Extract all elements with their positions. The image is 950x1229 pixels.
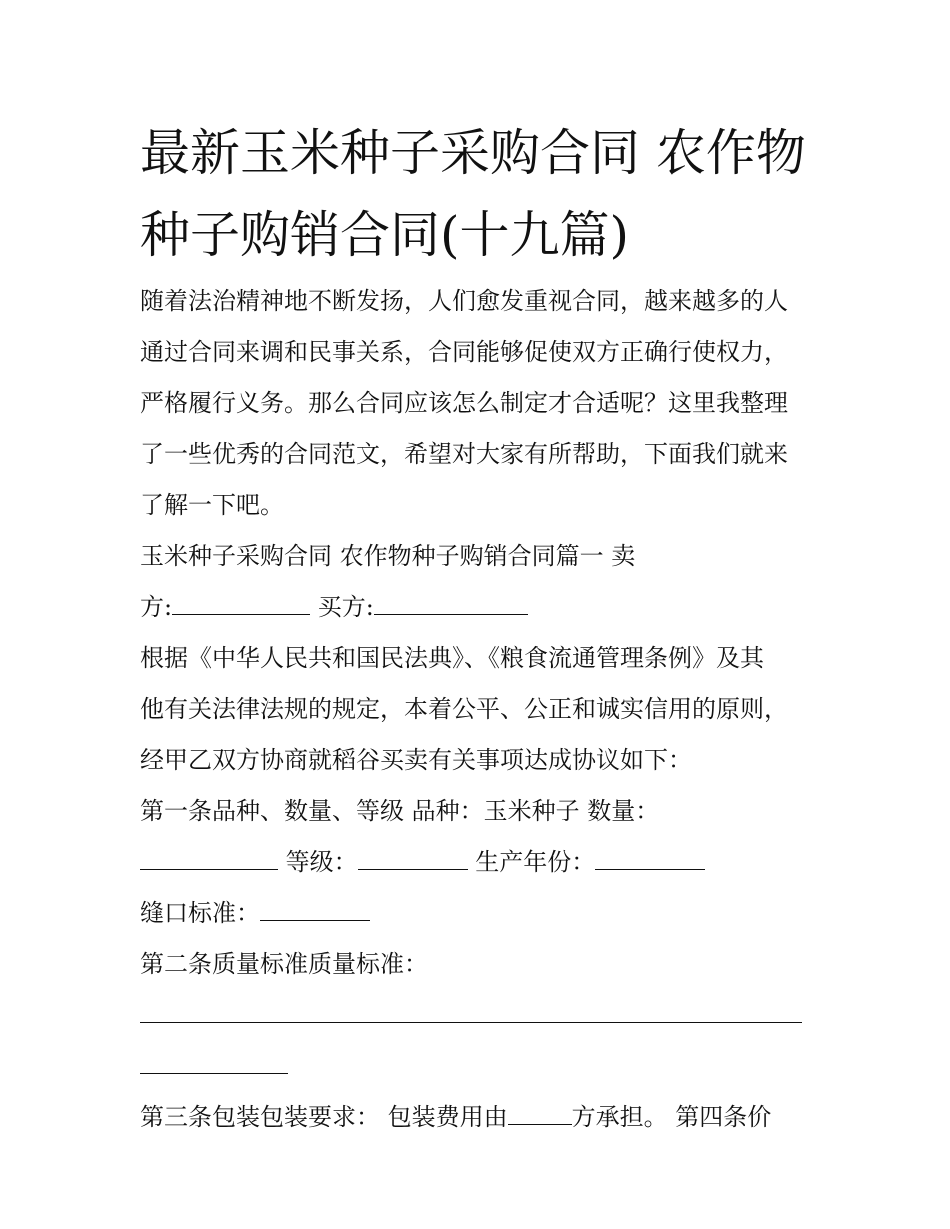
body-line: 随着法治精神地不断发扬，人们愈发重视合同，越来越多的人	[140, 287, 788, 315]
bag-line	[140, 888, 820, 939]
packaging-label-2: 方承担。 第四条价	[571, 1103, 772, 1131]
title-line-1: 最新玉米种子采购合同 农作物	[140, 124, 806, 182]
grade-blank	[358, 839, 468, 870]
quality-blank-2	[140, 1043, 288, 1074]
body-line: 他有关法律法规的规定，本着公平、公正和诚实信用的原则，	[140, 695, 788, 723]
year-blank	[595, 839, 705, 870]
body-line: 通过合同来调和民事关系，合同能够促使双方正确行使权力，	[140, 338, 788, 366]
parties-line	[140, 582, 820, 633]
body-line: 了一些优秀的合同范文，希望对大家有所帮助，下面我们就来	[140, 440, 788, 468]
quality-line: 第二条质量标准质量标准：	[140, 950, 428, 978]
packaging-line	[140, 1092, 820, 1143]
title-line-2: 种子购销合同(十九篇)	[140, 206, 630, 264]
quality-blank-1	[140, 992, 802, 1023]
buyer-label: 买方:	[310, 593, 374, 621]
body-line: 了解一下吧。	[140, 491, 284, 519]
quality-blank-line-1	[140, 990, 820, 1041]
grade-label: 等级：	[278, 848, 358, 876]
seller-label: 方:	[140, 593, 173, 621]
body-line: 经甲乙双方协商就稻谷买卖有关事项达成协议如下：	[140, 746, 692, 774]
spec-line	[140, 837, 820, 888]
section-heading-1: 玉米种子采购合同 农作物种子购销合同篇一 卖	[140, 542, 636, 570]
body-line: 严格履行义务。那么合同应该怎么制定才合适呢？这里我整理	[140, 389, 788, 417]
document-title	[140, 112, 840, 276]
buyer-blank	[374, 584, 528, 615]
year-label: 生产年份：	[467, 848, 596, 876]
bag-blank	[260, 890, 370, 921]
quantity-blank	[140, 839, 278, 870]
packaging-blank	[508, 1094, 572, 1125]
document-body	[140, 276, 820, 1143]
seller-blank	[172, 584, 310, 615]
body-line: 根据《中华人民共和国民法典》、《粮食流通管理条例》及其	[140, 644, 764, 672]
bag-label: 缝口标准：	[140, 899, 260, 927]
article-1-line: 第一条品种、数量、等级 品种：玉米种子 数量：	[140, 797, 660, 825]
quality-blank-line-2	[140, 1041, 820, 1092]
packaging-label: 第三条包装包装要求： 包装费用由	[140, 1103, 508, 1131]
